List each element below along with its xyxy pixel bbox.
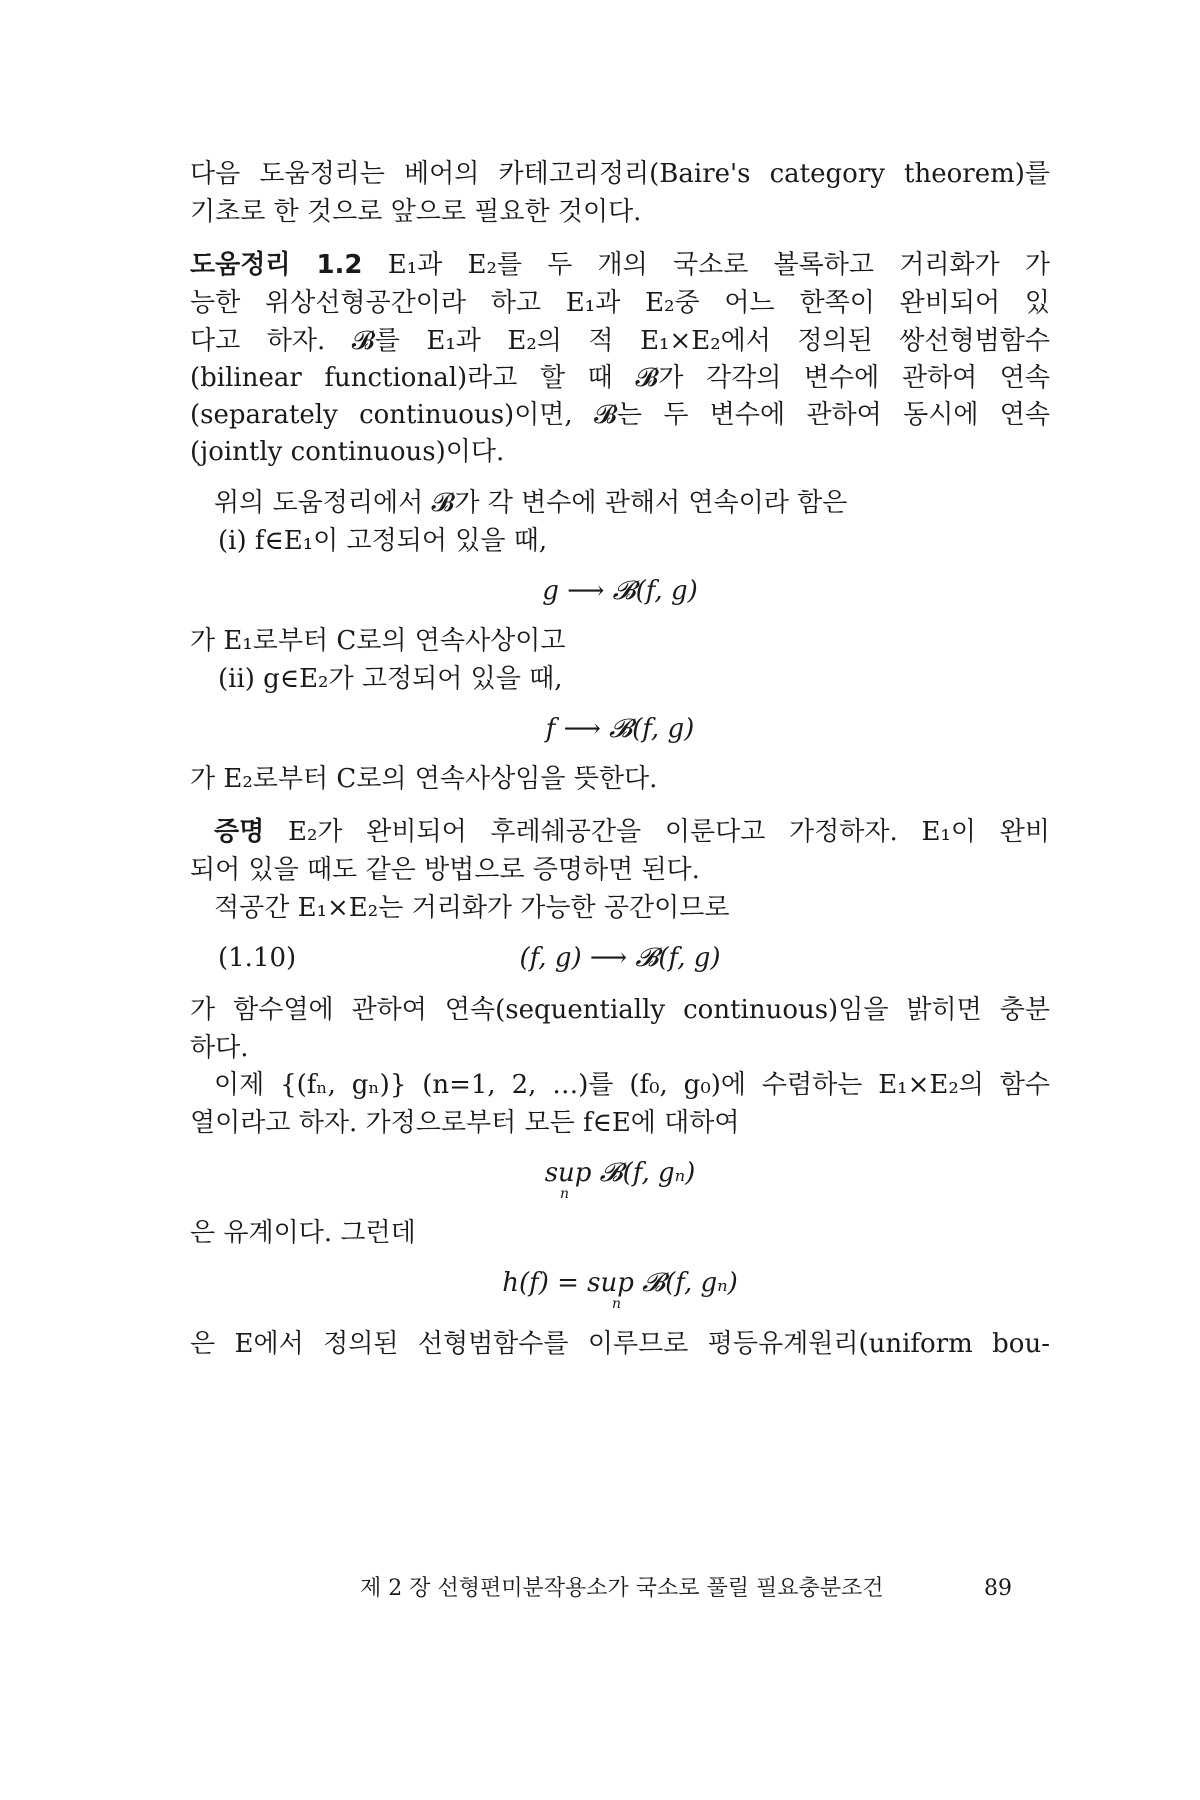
proof-label: 증명: [214, 817, 265, 847]
after-eq3-line-1: 가 함수열에 관하여 연속(sequentially continuous)임을 밝히면 충분: [190, 995, 1050, 1025]
intro-line-1: 다음 도움정리는 베어의 카테고리정리(Baire's category theorem)를: [190, 159, 1050, 189]
after-eq4-line: 은 유계이다. 그런데: [190, 1218, 416, 1248]
lemma-line-5: (separately continuous)이면, 𝓑는 두 변수에 관하여 동시에 연속: [190, 400, 1050, 430]
equation-1: g ⟶ 𝓑(f, g): [542, 576, 698, 606]
after-eq2-line: 가 E₂로부터 C로의 연속사상임을 뜻한다.: [190, 764, 658, 794]
after-eq3-line-3: 이제 {(fₙ, gₙ)} (n=1, 2, …)를 (f₀, g₀)에 수렴하는 E₁×E₂의 함수: [214, 1070, 1050, 1100]
lemma-line-1: [190, 248, 1050, 282]
explain-line-1: 위의 도움정리에서 𝓑가 각 변수에 관해서 연속이라 함은: [214, 488, 848, 518]
proof-line-2: 되어 있을 때도 같은 방법으로 증명하면 된다.: [190, 855, 700, 885]
last-line: 은 E에서 정의된 선형범함수를 이루므로 평등유계원리(uniform bou-: [190, 1329, 1050, 1359]
lemma-line-4: (bilinear functional)라고 할 때 𝓑가 각각의 변수에 관하여 연속: [190, 363, 1050, 393]
proof-text-1: E₂가 완비되어 후레쉐공간을 이룬다고 가정하자. E₁이 완비: [287, 817, 1050, 847]
proof-line-3: 적공간 E₁×E₂는 거리화가 가능한 공간이므로: [214, 893, 730, 923]
chapter-title: 제 2 장 선형편미분작용소가 국소로 풀릴 필요충분조건: [360, 1576, 884, 1601]
lemma-line-6: (jointly continuous)이다.: [190, 437, 505, 467]
equation-sup: sup 𝓑(f, gₙ): [544, 1158, 696, 1188]
after-eq3-line-2: 하다.: [190, 1033, 249, 1063]
after-eq1-line-2: (ii) g∈E₂가 고정되어 있을 때,: [218, 664, 563, 694]
page-number: 89: [984, 1576, 1012, 1601]
intro-line-2: 기초로 한 것으로 앞으로 필요한 것이다.: [190, 197, 642, 227]
equation-h: h(f) = sup 𝓑(f, gₙ): [502, 1268, 738, 1298]
lemma-line-2: 능한 위상선형공간이라 하고 E₁과 E₂중 어느 한쪽이 완비되어 있: [190, 288, 1050, 318]
equation-1-10: (f, g) ⟶ 𝓑(f, g): [519, 943, 721, 973]
proof-line-1: [214, 815, 1050, 849]
lemma-label: 도움정리 1.2: [190, 250, 363, 280]
equation-sup-subscript: n: [560, 1186, 570, 1202]
equation-number-1-10: (1.10): [218, 943, 297, 973]
equation-h-subscript: n: [612, 1296, 622, 1312]
lemma-line-3: 다고 하자. 𝓑를 E₁과 E₂의 적 E₁×E₂에서 정의된 쌍선형범함수: [190, 326, 1050, 356]
explain-line-2: (i) f∈E₁이 고정되어 있을 때,: [218, 526, 548, 556]
page-footer: [360, 1574, 1040, 1604]
lemma-text-1: E₁과 E₂를 두 개의 국소로 볼록하고 거리화가 가: [387, 250, 1051, 280]
equation-2: f ⟶ 𝓑(f, g): [545, 714, 695, 744]
after-eq1-line-1: 가 E₁로부터 C로의 연속사상이고: [190, 626, 566, 656]
after-eq3-line-4: 열이라고 하자. 가정으로부터 모든 f∈E에 대하여: [190, 1108, 740, 1138]
